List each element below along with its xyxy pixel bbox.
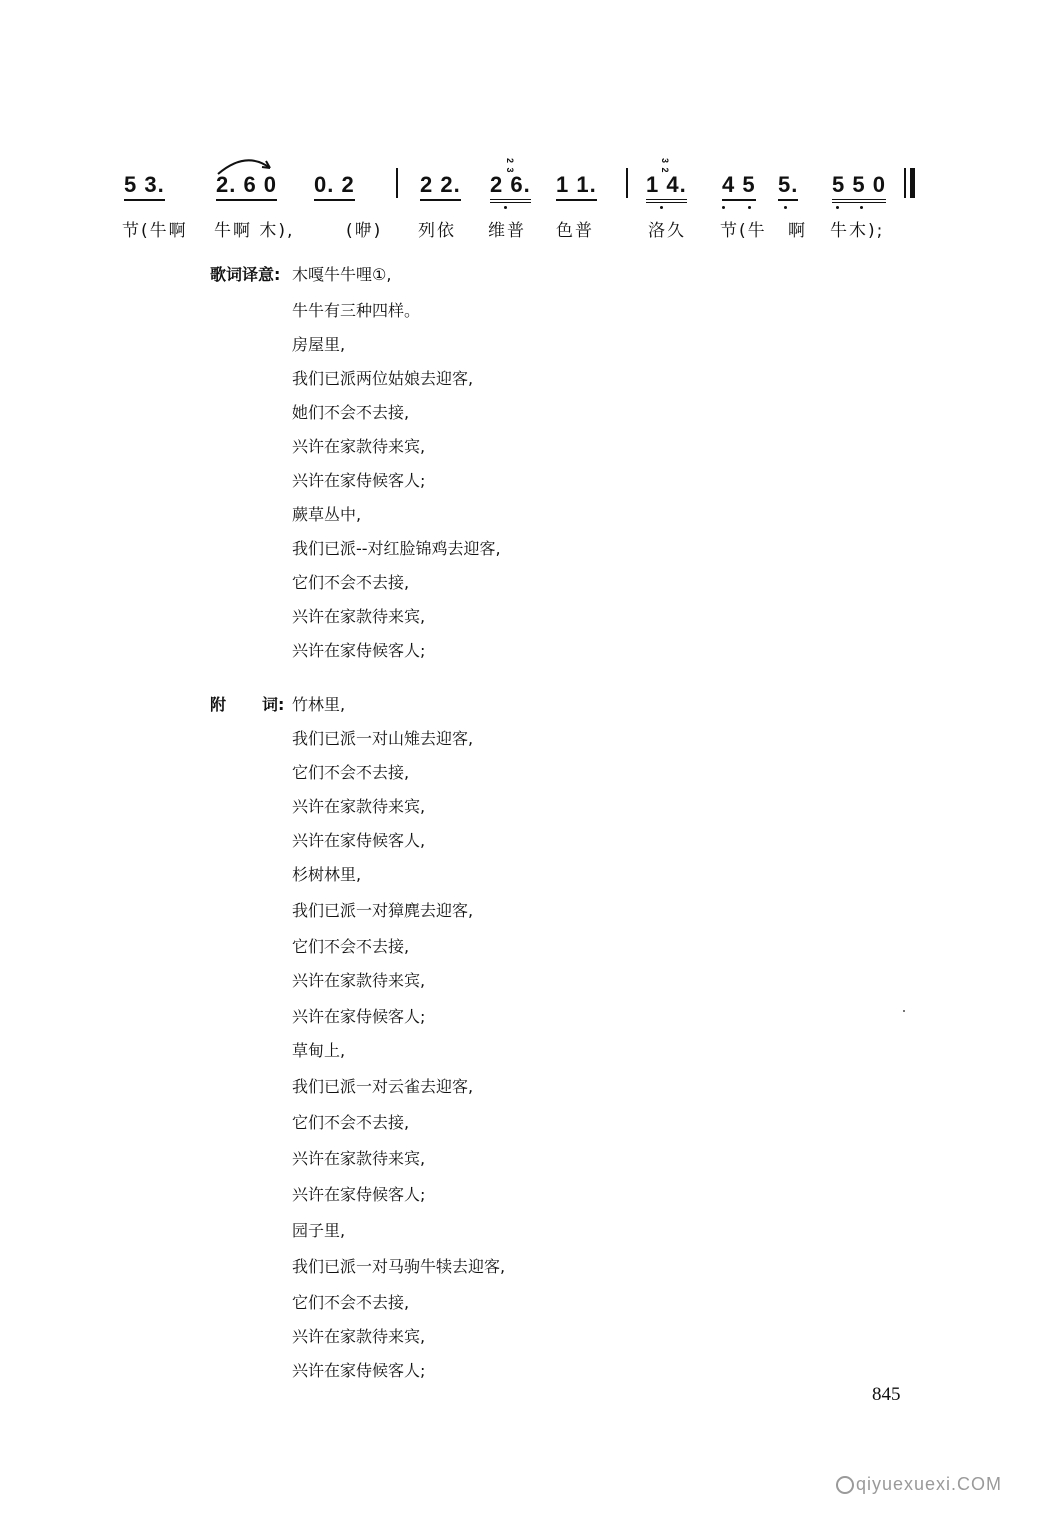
watermark bbox=[836, 1474, 1002, 1495]
appendix-line: 草甸上, bbox=[292, 1041, 346, 1060]
translation-line: 兴许在家款待来宾, bbox=[292, 437, 426, 456]
low-octave-dot bbox=[660, 206, 663, 209]
translation-line: 我们已派--对红脸锦鸡去迎客, bbox=[292, 539, 501, 558]
translation-line: 我们已派两位姑娘去迎客, bbox=[292, 369, 474, 388]
watermark-text: qiyuexuexi.COM bbox=[856, 1474, 1003, 1494]
appendix-line: 它们不会不去接, bbox=[292, 1293, 410, 1312]
appendix-line: 它们不会不去接, bbox=[292, 937, 410, 956]
note-group-7: 1 4. bbox=[646, 172, 687, 203]
lyric-10: 牛木); bbox=[830, 221, 885, 241]
lyric-1: 节(牛啊 bbox=[122, 221, 188, 241]
note-group-10: 5 5 0 bbox=[832, 172, 886, 203]
grace-note-2: 3 2 bbox=[660, 158, 670, 174]
appendix-line: 我们已派一对云雀去迎客, bbox=[292, 1077, 474, 1096]
appendix-label-a: 附 bbox=[210, 695, 227, 714]
final-barline-thin bbox=[904, 168, 906, 198]
appendix-line: 兴许在家款待来宾, bbox=[292, 971, 426, 990]
barline-2 bbox=[626, 168, 628, 198]
translation-line: 木嘎牛牛哩①, bbox=[292, 265, 392, 284]
appendix-line: 我们已派一对马驹牛犊去迎客, bbox=[292, 1257, 506, 1276]
appendix-line: 园子里, bbox=[292, 1221, 346, 1240]
lyric-4: 列依 bbox=[418, 221, 456, 241]
appendix-line: 它们不会不去接, bbox=[292, 1113, 410, 1132]
translation-line: 它们不会不去接, bbox=[292, 573, 410, 592]
appendix-line: 兴许在家款待来宾, bbox=[292, 1327, 426, 1346]
translation-line: 兴许在家款待来宾, bbox=[292, 607, 426, 626]
translation-line: 兴许在家侍候客人; bbox=[292, 641, 426, 660]
translation-label: 歌词译意: bbox=[210, 265, 281, 284]
low-octave-dot bbox=[784, 206, 787, 209]
note-group-5: 2 6. bbox=[490, 172, 531, 203]
appendix-line: 兴许在家侍候客人; bbox=[292, 1361, 426, 1380]
low-octave-dot bbox=[860, 206, 863, 209]
final-barline-thick bbox=[910, 168, 915, 198]
page-number: 845 bbox=[872, 1384, 901, 1405]
appendix-line: 兴许在家款待来宾, bbox=[292, 797, 426, 816]
appendix-line: 兴许在家侍候客人, bbox=[292, 831, 426, 850]
lyric-2: 牛啊 木), bbox=[214, 221, 295, 241]
appendix-line: 我们已派一对獐麂去迎客, bbox=[292, 901, 474, 920]
appendix-line: 竹林里, bbox=[292, 695, 346, 714]
low-octave-dot bbox=[748, 206, 751, 209]
lyric-8: 节(牛 bbox=[720, 221, 767, 241]
lyric-3: (咿) bbox=[346, 221, 383, 241]
appendix-label-b: 词: bbox=[262, 695, 285, 714]
translation-line: 牛牛有三种四样。 bbox=[292, 301, 421, 320]
stray-dot bbox=[903, 1010, 905, 1012]
lyric-9: 啊 bbox=[788, 221, 807, 241]
note-group-8: 4 5 bbox=[722, 172, 756, 201]
appendix-line: 兴许在家侍候客人; bbox=[292, 1185, 426, 1204]
note-group-1: 5 3. bbox=[124, 172, 165, 201]
translation-line: 蕨草丛中, bbox=[292, 505, 362, 524]
watermark-logo-icon bbox=[836, 1476, 854, 1494]
note-group-4: 2 2. bbox=[420, 172, 461, 201]
barline-1 bbox=[396, 168, 398, 198]
lyric-5: 维普 bbox=[488, 221, 526, 241]
appendix-line: 兴许在家侍候客人; bbox=[292, 1007, 426, 1026]
translation-line: 兴许在家侍候客人; bbox=[292, 471, 426, 490]
appendix-line: 兴许在家款待来宾, bbox=[292, 1149, 426, 1168]
note-group-2: 2. 6 0 bbox=[216, 172, 277, 201]
grace-note-1: 2 3 bbox=[505, 158, 515, 174]
note-group-3: 0. 2 bbox=[314, 172, 355, 201]
low-octave-dot bbox=[836, 206, 839, 209]
translation-line: 房屋里, bbox=[292, 335, 346, 354]
lyric-7: 洛久 bbox=[648, 221, 686, 241]
translation-line: 她们不会不去接, bbox=[292, 403, 410, 422]
appendix-line: 它们不会不去接, bbox=[292, 763, 410, 782]
appendix-line: 杉树林里, bbox=[292, 865, 362, 884]
low-octave-dot bbox=[504, 206, 507, 209]
note-group-6: 1 1. bbox=[556, 172, 597, 201]
numbered-notation bbox=[120, 158, 920, 208]
lyric-6: 色普 bbox=[556, 221, 594, 241]
appendix-line: 我们已派一对山雉去迎客, bbox=[292, 729, 474, 748]
note-group-9: 5. bbox=[778, 172, 798, 201]
low-octave-dot bbox=[722, 206, 725, 209]
